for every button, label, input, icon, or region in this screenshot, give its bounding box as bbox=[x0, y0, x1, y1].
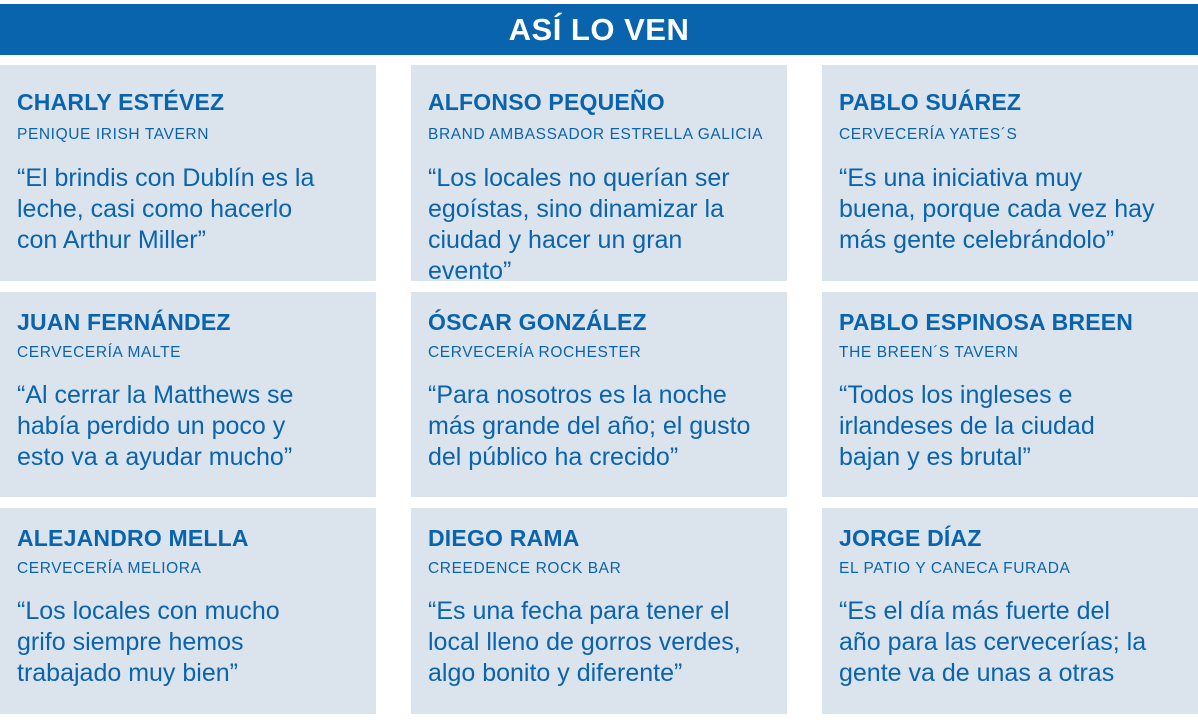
quote-card-alfonso-pequeno bbox=[411, 65, 787, 285]
person-name: JORGE DÍAZ bbox=[839, 525, 982, 551]
quote-card-charly-estevez bbox=[0, 65, 376, 281]
person-affiliation: CERVECERÍA MALTE bbox=[17, 344, 182, 361]
person-affiliation: PENIQUE IRISH TAVERN bbox=[17, 126, 210, 143]
person-quote: “Al cerrar la Matthews se había perdido un poco y esto va a ayudar mucho” bbox=[17, 381, 294, 471]
quote-card-jorge-diaz bbox=[822, 508, 1198, 714]
person-name: ALEJANDRO MELLA bbox=[17, 525, 249, 551]
person-quote: “Es el día más fuerte del año para las cervecerías; la gente va de unas a otras bbox=[839, 597, 1147, 687]
person-name: CHARLY ESTÉVEZ bbox=[17, 89, 225, 115]
person-affiliation: CERVECERÍA YATES´S bbox=[839, 126, 1018, 143]
person-name: JUAN FERNÁNDEZ bbox=[17, 309, 231, 335]
person-affiliation: CERVECERÍA ROCHESTER bbox=[428, 344, 642, 361]
person-quote: “Los locales no querían ser egoístas, sino dinamizar la ciudad y hacer un gran evento” bbox=[428, 164, 730, 285]
person-affiliation: CERVECERÍA MELIORA bbox=[17, 560, 202, 577]
person-affiliation: CREEDENCE ROCK BAR bbox=[428, 560, 622, 577]
person-quote: “Los locales con mucho grifo siempre hemos trabajado muy bien” bbox=[17, 597, 280, 687]
page-title: ASÍ LO VEN bbox=[508, 11, 690, 47]
person-name: ALFONSO PEQUEÑO bbox=[428, 89, 665, 115]
quote-card-pablo-espinosa-breen bbox=[822, 292, 1198, 497]
quote-card-oscar-gonzalez bbox=[411, 292, 787, 497]
person-name: DIEGO RAMA bbox=[428, 525, 580, 551]
person-affiliation: BRAND AMBASSADOR ESTRELLA GALICIA bbox=[428, 126, 764, 143]
person-affiliation: EL PATIO Y CANECA FURADA bbox=[839, 560, 1071, 577]
person-quote: “Todos los ingleses e irlandeses de la ciudad bajan y es brutal” bbox=[839, 381, 1095, 471]
person-name: PABLO SUÁREZ bbox=[839, 89, 1022, 115]
quote-card-diego-rama bbox=[411, 508, 787, 714]
person-name: PABLO ESPINOSA BREEN bbox=[839, 309, 1134, 335]
person-affiliation: THE BREEN´S TAVERN bbox=[839, 344, 1019, 361]
person-quote: “Para nosotros es la noche más grande del año; el gusto del público ha crecido” bbox=[428, 381, 751, 471]
person-quote: “El brindis con Dublín es la leche, casi como hacerlo con Arthur Miller” bbox=[17, 164, 315, 254]
header-banner bbox=[0, 4, 1198, 55]
person-quote: “Es una iniciativa muy buena, porque cada vez hay más gente celebrándolo” bbox=[839, 164, 1155, 254]
quote-card-alejandro-mella bbox=[0, 508, 376, 714]
quote-card-pablo-suarez bbox=[822, 65, 1198, 281]
quote-card-juan-fernandez bbox=[0, 292, 376, 497]
person-name: ÓSCAR GONZÁLEZ bbox=[428, 309, 647, 335]
person-quote: “Es una fecha para tener el local lleno de gorros verdes, algo bonito y diferente” bbox=[428, 597, 741, 687]
